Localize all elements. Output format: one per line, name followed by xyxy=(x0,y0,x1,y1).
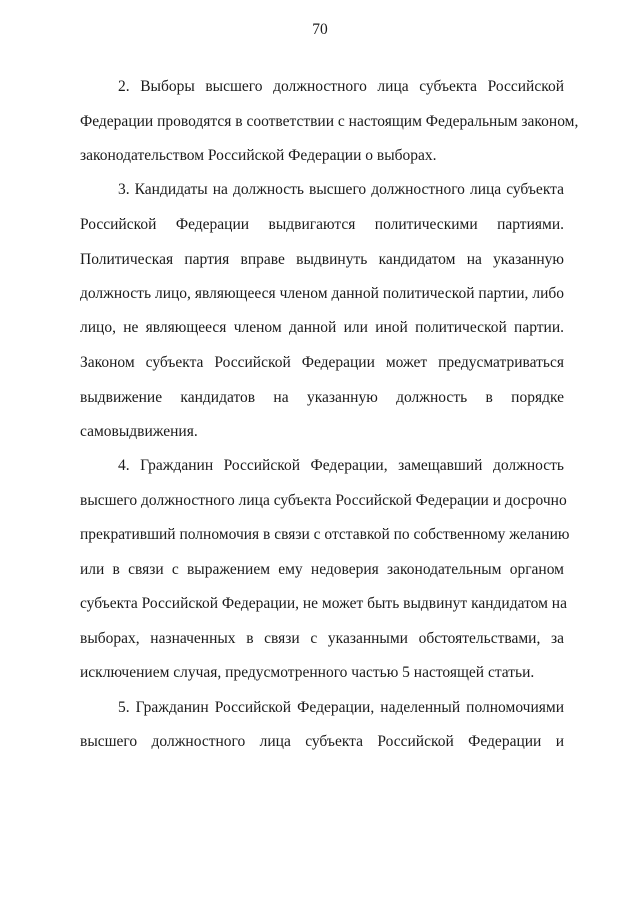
text-line: или в связи с выражением ему недоверия законодательным органом xyxy=(80,561,564,578)
text-line: лицо, не являющееся членом данной или иной политической партии. xyxy=(80,319,564,336)
page-number: 70 xyxy=(312,21,328,38)
text-line: 2. Выборы высшего должностного лица субъекта Российской xyxy=(118,78,564,95)
text-line: 3. Кандидаты на должность высшего должностного лица субъекта xyxy=(118,181,564,198)
text-line: 5. Гражданин Российской Федерации, наделенный полномочиями xyxy=(118,699,564,716)
text-line: Федерации проводятся в соответствии с настоящим Федеральным законом, xyxy=(80,113,579,130)
text-line: самовыдвижения. xyxy=(80,423,198,440)
text-line: 4. Гражданин Российской Федерации, замещавший должность xyxy=(118,457,564,474)
text-line: должность лицо, являющееся членом данной политической партии, либо xyxy=(80,285,564,302)
text-line: исключением случая, предусмотренного частью 5 настоящей статьи. xyxy=(80,664,535,681)
text-line: Политическая партия вправе выдвинуть кандидатом на указанную xyxy=(80,251,564,268)
text-line: выборах, назначенных в связи с указанными обстоятельствами, за xyxy=(80,630,564,647)
text-line: законодательством Российской Федерации о выборах. xyxy=(80,147,437,164)
text-line: высшего должностного лица субъекта Российской Федерации и досрочно xyxy=(80,492,567,509)
text-line: Российской Федерации выдвигаются политическими партиями. xyxy=(80,216,564,233)
text-line: прекративший полномочия в связи с отставкой по собственному желанию xyxy=(80,526,570,543)
text-line: высшего должностного лица субъекта Российской Федерации и xyxy=(80,733,564,750)
text-line: субъекта Российской Федерации, не может быть выдвинут кандидатом на xyxy=(80,595,567,612)
text-line: выдвижение кандидатов на указанную должность в порядке xyxy=(80,389,564,406)
text-line: Законом субъекта Российской Федерации может предусматриваться xyxy=(80,354,564,371)
